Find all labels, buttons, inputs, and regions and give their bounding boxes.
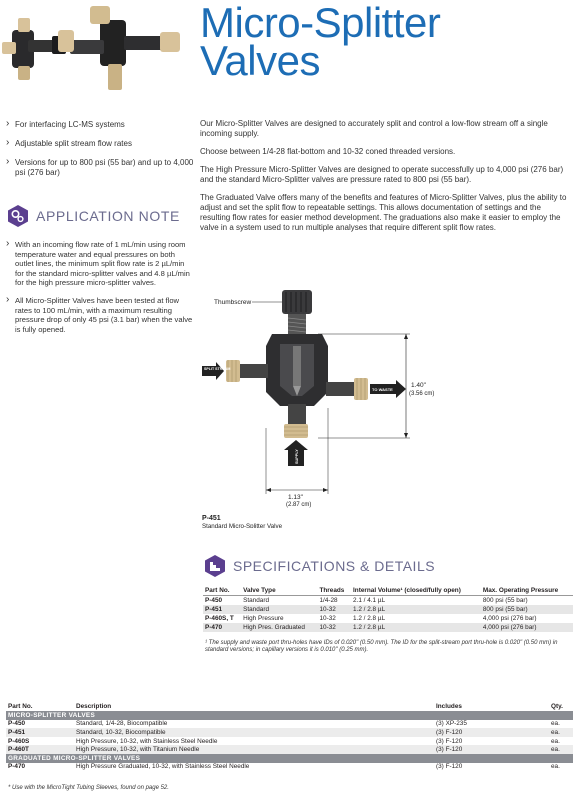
feature-list xyxy=(6,120,196,187)
spec-volume: 1.2 / 2.8 µL xyxy=(353,615,386,622)
spec-col-volume: Internal Volume¹ (closed/fully open) xyxy=(351,586,481,596)
specifications-table xyxy=(203,586,573,632)
title-line-1: Micro-Splitter xyxy=(200,0,441,46)
spec-col-part: Part No. xyxy=(203,586,241,596)
parts-col-includes: Includes xyxy=(436,702,462,710)
specifications-heading xyxy=(203,554,435,578)
section-title: MICRO-SPLITTER VALVES xyxy=(6,711,573,720)
part-number: P-451 xyxy=(6,728,74,737)
spec-type: Standard xyxy=(243,597,269,604)
part-includes: (3) F-120 xyxy=(436,737,463,745)
split-stream-arrow xyxy=(202,362,224,380)
diagram-caption-part: P-451 xyxy=(202,515,221,522)
body-paragraph: The Graduated Valve offers many of the benefits and features of Micro-Splitter Valves, plus the ability to adjust and set the split flow to repeatable settings. This allows documentation of settings and the resulting flow rates for easier method development. The graduations also make it easier to employ the valve in a system used to run multiple analyses that require different split flow rates. xyxy=(200,193,567,232)
spec-pressure: 4,000 psi (276 bar) xyxy=(481,623,573,632)
part-includes: (3) F-120 xyxy=(434,728,549,737)
part-description: High Pressure, 10-32, with Titanium Needle xyxy=(74,745,434,754)
table-row xyxy=(6,737,573,746)
table-row xyxy=(203,614,573,623)
parts-header-row xyxy=(6,701,573,711)
spec-pressure: 4,000 psi (276 bar) xyxy=(482,615,537,622)
application-note-label: APPLICATION NOTE xyxy=(36,208,180,224)
spec-header-row xyxy=(203,586,573,596)
diagram-caption-desc: Standard Micro-Splitter Valve xyxy=(202,523,283,528)
spec-footnote: ¹ The supply and waste port thru-holes have IDs of 0.020" (0.50 mm). The ID for the split-stream port thru-hole is 0.020" (0.50 mm) in standard versions; in capillary versions it is 0.010" (0.25 mm). xyxy=(205,640,558,653)
width-dimension: 1.13" xyxy=(288,494,303,501)
part-number: P-460S xyxy=(8,737,30,745)
part-includes: (3) F-120 xyxy=(434,745,549,754)
parts-col-qty: Qty. xyxy=(551,702,563,710)
note-item: › With an incoming flow rate of 1 mL/min using room temperature water and equal pressures on both outlet lines, the minimum split flow rate is 2 µL/min for the standard micro-splitter valves and 4.8 µL/min for the high pressure micro-splitter valves. xyxy=(6,240,194,288)
parts-section-header xyxy=(6,711,573,720)
feature-item: › For interfacing LC-MS systems xyxy=(6,120,196,130)
part-qty: ea. xyxy=(551,720,560,728)
title-line-2: Valves xyxy=(200,37,320,84)
supply-label: SUPPLY xyxy=(295,449,299,464)
part-qty: ea. xyxy=(551,763,560,771)
spec-volume: 2.1 / 4.1 µL xyxy=(353,597,386,604)
part-description: Standard, 1/4-28, Biocompatible xyxy=(76,720,168,728)
spec-pressure: 800 psi (55 bar) xyxy=(481,605,573,614)
feature-item: › Versions for up to 800 psi (55 bar) and up to 4,000 psi (276 bar) xyxy=(6,158,196,178)
spec-col-pressure: Max. Operating Pressure xyxy=(481,586,573,596)
table-row xyxy=(6,728,573,737)
part-description: Standard, 10-32, Biocompatible xyxy=(74,728,434,737)
table-row xyxy=(6,720,573,729)
part-includes: (3) F-120 xyxy=(436,763,463,771)
width-dimension-metric: (2.87 cm) xyxy=(286,502,312,508)
body-paragraph: Our Micro-Splitter Valves are designed to accurately split and control a low-flow stream off a single incoming supply. xyxy=(200,119,548,138)
part-description: High Pressure Graduated, 10-32, with Stainless Steel Needle xyxy=(76,763,250,771)
spec-part: P-470 xyxy=(203,623,241,632)
spec-type: Standard xyxy=(241,605,317,614)
note-item: › All Micro-Splitter Valves have been tested at flow rates to 100 mL/min, with a maximum resulting pressure drop of only 45 psi (3.1 bar) when the valve is fully opened. xyxy=(6,296,194,334)
spec-threads: 10-32 xyxy=(317,605,351,614)
feature-item: › Adjustable split stream flow rates xyxy=(6,139,196,149)
product-photo xyxy=(0,0,190,100)
spec-threads: 10-32 xyxy=(319,615,336,622)
valve-right-photo xyxy=(58,6,180,90)
spec-threads: 10-32 xyxy=(317,623,351,632)
spec-part: P-451 xyxy=(203,605,241,614)
spec-part: P-460S, T xyxy=(205,615,234,622)
parts-col-description: Description xyxy=(76,702,112,710)
height-dimension: 1.40" xyxy=(411,382,426,389)
spec-type: High Pressure xyxy=(243,615,284,622)
application-note-heading xyxy=(6,204,180,228)
part-includes: (3) XP-235 xyxy=(436,720,467,728)
spec-part: P-450 xyxy=(205,597,223,604)
spec-pressure: 800 psi (55 bar) xyxy=(482,597,528,604)
part-number: P-450 xyxy=(8,720,26,728)
part-qty: ea. xyxy=(551,737,560,745)
spec-volume: 1.2 / 2.8 µL xyxy=(351,605,481,614)
table-row xyxy=(6,763,573,772)
body-paragraph: Choose between 1/4-28 flat-bottom and 10-32 coned threaded versions. xyxy=(200,147,456,156)
ruler-icon xyxy=(203,554,227,578)
body-text xyxy=(200,119,572,241)
table-row xyxy=(203,596,573,606)
spec-threads: 1/4-28 xyxy=(319,597,338,604)
spec-col-type: Valve Type xyxy=(241,586,317,596)
split-stream-label: SPLIT STREAM xyxy=(204,367,231,371)
table-row xyxy=(203,623,573,632)
body-paragraph: The High Pressure Micro-Splitter Valves are designed to operate successfully up to 4,000 psi (276 bar) and the standard Micro-Splitter valves are pressure rated to 800 psi (55 bar). xyxy=(200,165,564,184)
table-row xyxy=(203,605,573,614)
valve-left-photo xyxy=(2,18,66,80)
parts-table xyxy=(6,701,573,771)
part-qty: ea. xyxy=(549,745,573,754)
table-row xyxy=(6,745,573,754)
parts-footnote: * Use with the MicroTight Tubing Sleeves, found on page 52. xyxy=(8,785,169,791)
page-title xyxy=(200,0,570,84)
to-waste-label: TO WASTE xyxy=(372,387,393,392)
thumbscrew-label: Thumbscrew xyxy=(214,299,252,306)
part-number: P-470 xyxy=(8,763,26,771)
parts-col-part: Part No. xyxy=(8,702,33,710)
part-qty: ea. xyxy=(549,728,573,737)
application-note-list xyxy=(6,240,194,342)
part-number: P-460T xyxy=(6,745,74,754)
spec-col-threads: Threads xyxy=(317,586,351,596)
specifications-label: SPECIFICATIONS & DETAILS xyxy=(233,558,436,574)
valve-diagram xyxy=(200,288,572,528)
height-dimension-metric: (3.56 cm) xyxy=(409,391,435,397)
section-title: GRADUATED MICRO-SPLITTER VALVES xyxy=(6,754,573,763)
gears-icon xyxy=(6,204,30,228)
parts-section-header xyxy=(6,754,573,763)
spec-volume: 1.2 / 2.8 µL xyxy=(351,623,481,632)
spec-type: High Pres. Graduated xyxy=(241,623,317,632)
part-description: High Pressure, 10-32, with Stainless Steel Needle xyxy=(76,737,218,745)
